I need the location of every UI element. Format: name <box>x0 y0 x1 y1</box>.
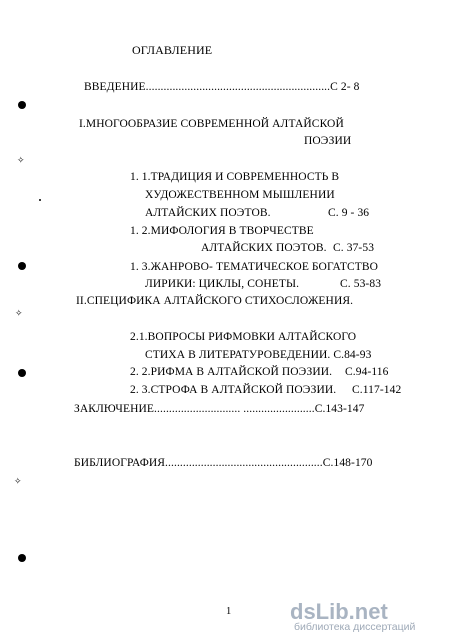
site-watermark <box>290 601 440 633</box>
binder-hole-dot <box>18 369 26 377</box>
toc-section-2-3-page: С.117-142 <box>352 384 402 396</box>
toc-section-1-3-page: С. 53-83 <box>340 278 382 290</box>
toc-title: ОГЛАВЛЕНИЕ <box>132 43 213 57</box>
toc-section-1-3-line2: ЛИРИКИ: ЦИКЛЫ, СОНЕТЫ. <box>145 278 300 290</box>
toc-section-1-3-line1: 1. 3.ЖАНРОВО- ТЕМАТИЧЕСКОЕ БОГАТСТВО <box>130 261 379 273</box>
toc-section-1-2-line2: АЛТАЙСКИХ ПОЭТОВ. <box>201 242 327 254</box>
toc-entry-bibliography: БИБЛИОГРАФИЯ.....................................................С.148-170 <box>74 457 373 469</box>
toc-section-2-1-line2: СТИХА В ЛИТЕРАТУРОВЕДЕНИИ. С.84-93 <box>145 349 372 361</box>
binder-hole-dot <box>18 101 26 109</box>
toc-section-1-1-line3: АЛТАЙСКИХ ПОЭТОВ. <box>145 207 271 219</box>
toc-section-1-2-page: С. 37-53 <box>333 242 375 254</box>
toc-section-2-2: 2. 2.РИФМА В АЛТАЙСКОЙ ПОЭЗИИ. <box>130 366 333 378</box>
toc-section-1-1-line1: 1. 1.ТРАДИЦИЯ И СОВРЕМЕННОСТЬ В <box>130 171 340 183</box>
toc-section-2-3: 2. 3.СТРОФА В АЛТАЙСКОЙ ПОЭЗИИ. <box>130 384 337 396</box>
toc-chapter-1-line2: ПОЭЗИИ <box>304 135 352 147</box>
toc-chapter-1-line1: I.МНОГООБРАЗИЕ СОВРЕМЕННОЙ АЛТАЙСКОЙ <box>79 118 344 130</box>
scan-speck: ✧ <box>17 155 25 165</box>
page-number: 1 <box>226 606 232 617</box>
toc-entry-intro: ВВЕДЕНИЕ..............................................................С 2- 8 <box>84 81 360 93</box>
toc-section-1-1-page: С. 9 - 36 <box>328 207 370 219</box>
binder-hole-dot <box>18 554 26 562</box>
toc-section-2-2-page: С.94-116 <box>345 366 389 378</box>
scan-speck <box>39 199 41 201</box>
toc-section-1-2-line1: 1. 2.МИФОЛОГИЯ В ТВОРЧЕСТВЕ <box>130 225 314 237</box>
toc-entry-conclusion: ЗАКЛЮЧЕНИЕ............................. ........................С.143-147 <box>74 403 365 415</box>
scan-speck: ✧ <box>15 308 23 318</box>
watermark-tagline: библиотека диссертаций <box>294 621 416 633</box>
scan-speck: ✧ <box>14 476 22 486</box>
toc-section-1-1-line2: ХУДОЖЕСТВЕННОМ МЫШЛЕНИИ <box>145 189 335 201</box>
toc-section-2-1-line1: 2.1.ВОПРОСЫ РИФМОВКИ АЛТАЙСКОГО <box>130 331 357 343</box>
toc-chapter-2: II.СПЕЦИФИКА АЛТАЙСКОГО СТИХОСЛОЖЕНИЯ. <box>76 295 354 307</box>
binder-hole-dot <box>18 262 26 270</box>
watermark-logo: dsLib.net <box>290 599 388 624</box>
